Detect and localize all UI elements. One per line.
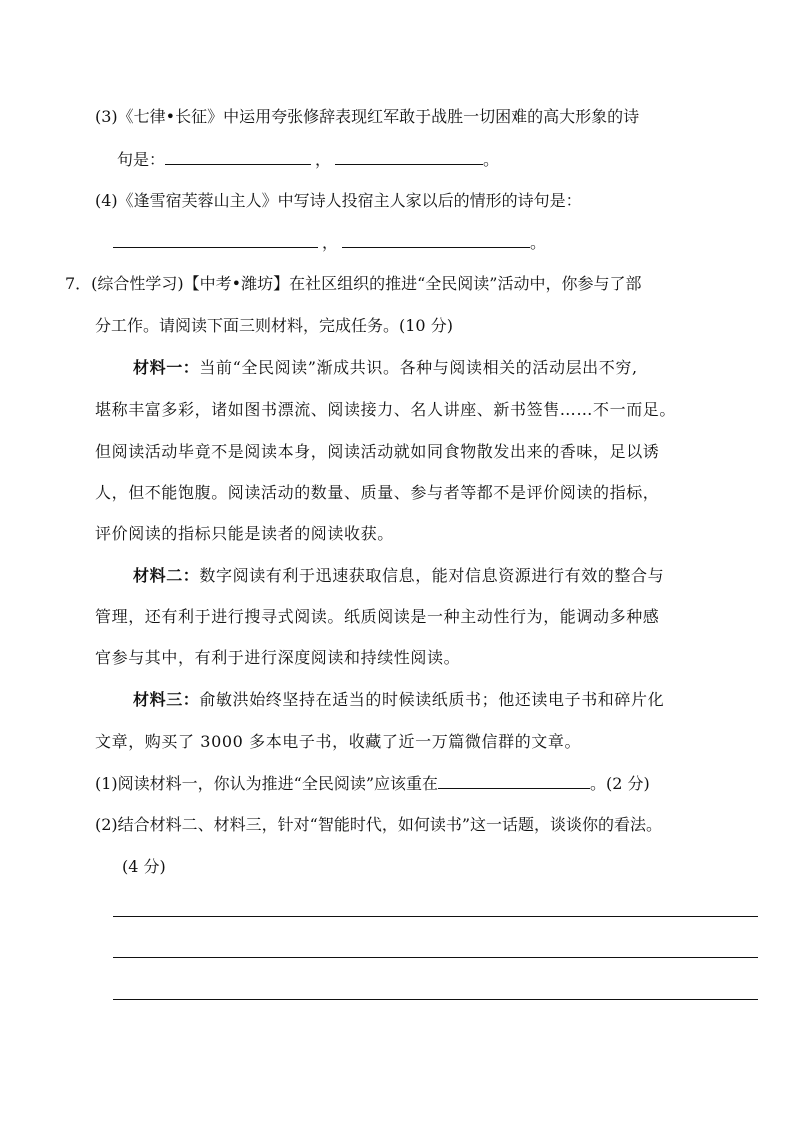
q3-prefix: 句是：	[117, 150, 166, 169]
q3-comma: ，	[315, 150, 332, 169]
task1-line	[95, 772, 650, 795]
material1-text1: 当前“全民阅读”渐成共识。各种与阅读相关的活动层出不穷,	[199, 358, 638, 377]
answer-line-2[interactable]	[113, 957, 758, 958]
answer-line-3[interactable]	[113, 999, 758, 1000]
material3-label: 材料三：	[133, 690, 200, 709]
material2-line3: 官参与其中，有利于进行深度阅读和持续性阅读。	[95, 648, 461, 667]
material2-line2: 管理，还有利于进行搜寻式阅读。纸质阅读是一种主动性行为，能调动多种感	[95, 607, 660, 626]
task1-answer-blank[interactable]	[438, 772, 590, 789]
q7-line1: 7．(综合性学习)【中考•潍坊】在社区组织的推进“全民阅读”活动中，你参与了部	[65, 274, 642, 293]
material3-text1: 俞敏洪始终坚持在适当的时候读纸质书；他还读电子书和碎片化	[199, 690, 665, 709]
material1-line5: 评价阅读的指标只能是读者的阅读收获。	[95, 524, 394, 543]
q4-comma: ，	[322, 233, 339, 252]
task1-suffix: 。(2 分)	[590, 774, 650, 793]
answer-line-1[interactable]	[113, 916, 758, 917]
material1-line2: 堪称丰富多彩，诸如图书漂流、阅读接力、名人讲座、新书签售……不一而足。	[95, 400, 677, 419]
task2-line2: (4 分)	[122, 857, 166, 876]
task1-prefix: (1)阅读材料一，你认为推进“全民阅读”应该重在	[95, 774, 439, 793]
q4-answer-blank-1[interactable]	[113, 231, 318, 248]
material3-line1	[133, 689, 664, 711]
q3-line1: (3)《七律•长征》中运用夸张修辞表现红军敢于战胜一切困难的高大形象的诗	[95, 107, 640, 126]
q3-answer-blank-1[interactable]	[165, 148, 311, 165]
q3-line2	[117, 148, 499, 171]
material2-line1	[133, 565, 664, 587]
material2-label: 材料二：	[133, 566, 200, 585]
material2-text1: 数字阅读有利于迅速获取信息，能对信息资源进行有效的整合与	[199, 566, 665, 585]
material1-label: 材料一：	[133, 358, 200, 377]
q4-line2	[113, 231, 546, 254]
task2-line1: (2)结合材料二、材料三，针对“智能时代，如何读书”这一话题，谈谈你的看法。	[95, 815, 663, 834]
q4-period: 。	[530, 233, 547, 252]
material1-line1	[133, 357, 638, 379]
q7-line2: 分工作。请阅读下面三则材料，完成任务。(10 分)	[95, 316, 453, 335]
q3-period: 。	[483, 150, 500, 169]
q3-answer-blank-2[interactable]	[335, 148, 483, 165]
q4-answer-blank-2[interactable]	[342, 231, 530, 248]
material1-line4: 人，但不能饱腹。阅读活动的数量、质量、参与者等都不是评价阅读的指标，	[95, 483, 660, 502]
material3-line2: 文章，购买了 3000 多本电子书，收藏了近一万篇微信群的文章。	[95, 732, 582, 751]
q4-line1: (4)《逢雪宿芙蓉山主人》中写诗人投宿主人家以后的情形的诗句是：	[95, 191, 582, 210]
material1-line3: 但阅读活动毕竟不是阅读本身，阅读活动就如同食物散发出来的香味，足以诱	[95, 442, 660, 461]
